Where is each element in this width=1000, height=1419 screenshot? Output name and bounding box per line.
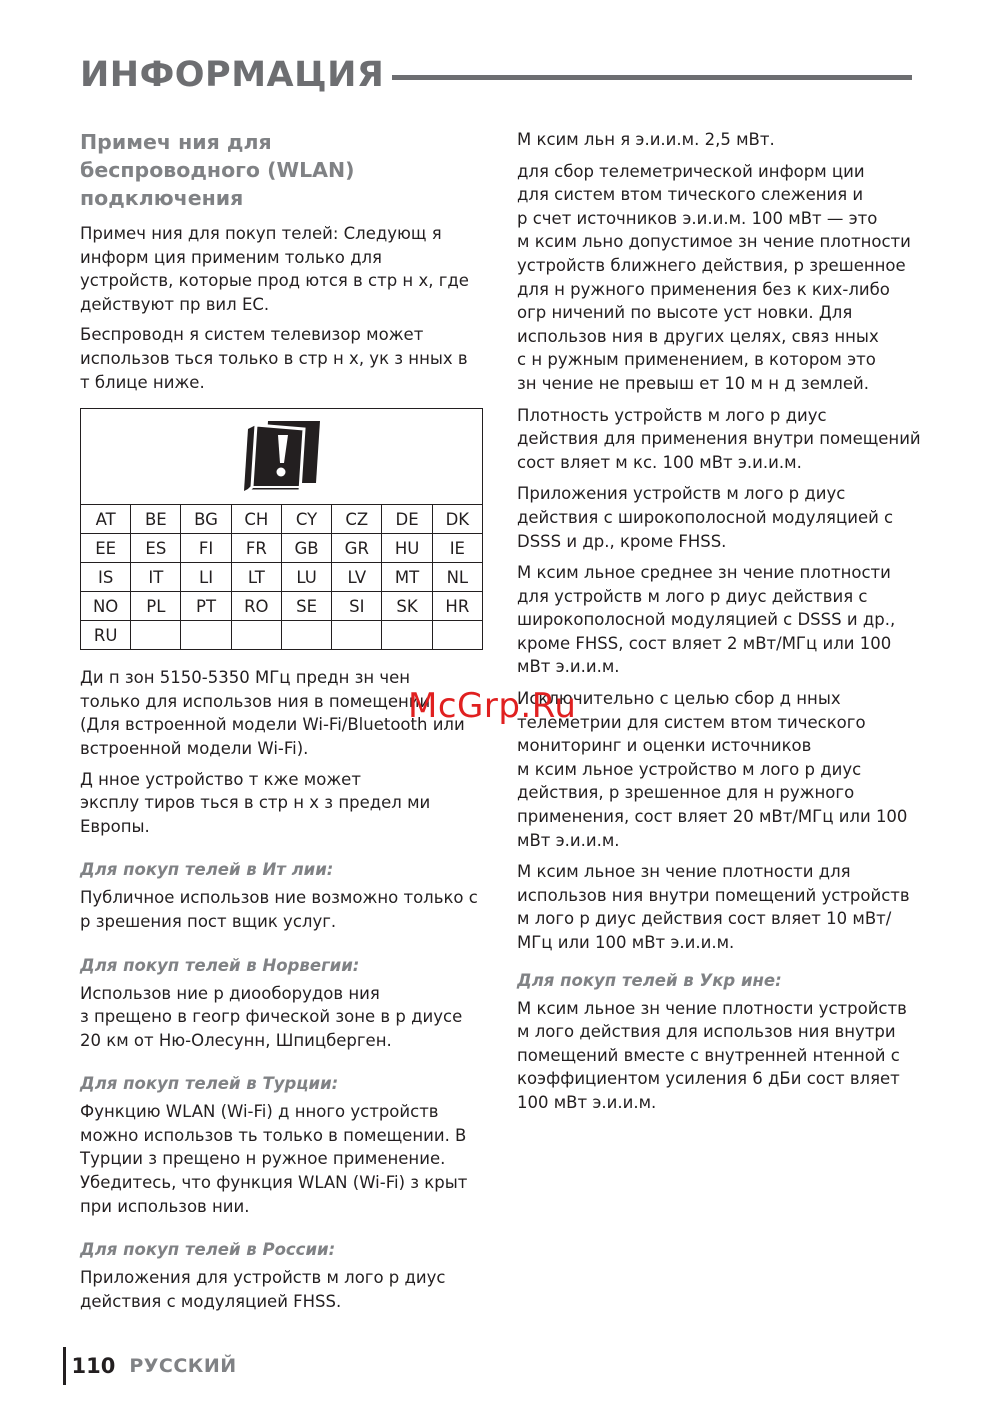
table-cell: LT <box>231 563 281 592</box>
section-title-line: подключения <box>80 186 244 210</box>
paragraph-eu-notice: Примеч ния для покуп телей: Следующ я информ ция применим только для устройств, которые прод ются в стр н х, где действуют пр вил ЕС. <box>80 224 469 314</box>
table-cell: RO <box>231 592 281 621</box>
table-cell: EE <box>81 534 131 563</box>
page-number: 110 <box>71 1354 116 1378</box>
table-cell: PT <box>181 592 231 621</box>
table-cell: IE <box>432 534 482 563</box>
paragraph-norway: Использов ние р диооборудов ния з прещено в геогр фической зоне в р диусе 20 км от Ню-Олесунн, Шпицберген. <box>80 983 463 1050</box>
footer-rule <box>63 1347 66 1385</box>
subheading-italy: Для покуп телей в Ит лии: <box>80 860 334 880</box>
paragraph-turkey: Функцию WLAN (Wi-Fi) д нного устройств можно использов ть только в помещении. В Турции з прещено н ружное применение. Убедитесь, что функция WLAN (Wi-Fi) з крыт при использов нии. <box>80 1102 468 1216</box>
table-cell: LI <box>181 563 231 592</box>
table-cell: DK <box>432 505 482 534</box>
subheading-norway: Для покуп телей в Норвегии: <box>80 955 360 975</box>
paragraph-max-eirp: М ксим льн я э.и.и.м. 2,5 мВт. <box>517 130 775 149</box>
table-cell: IT <box>131 563 181 592</box>
table-cell: RU <box>81 621 131 650</box>
table-cell: ES <box>131 534 181 563</box>
watermark: McGrp.Ru <box>408 686 577 726</box>
table-row <box>81 621 483 650</box>
section-title <box>80 128 485 212</box>
table-row <box>81 563 483 592</box>
paragraph-countries-intro: Беспроводн я систем телевизор может использов ться только в стр н х, ук з нных в т блице ниже. <box>80 325 468 392</box>
table-cell: CY <box>281 505 331 534</box>
table-icon-cell <box>81 409 483 505</box>
paragraph-italy: Публичное использов ние возможно только с р зрешения пост вщик услуг. <box>80 888 478 931</box>
table-row <box>81 505 483 534</box>
table-cell <box>181 621 231 650</box>
table-cell: SK <box>382 592 432 621</box>
table-row <box>81 592 483 621</box>
section-title-line: Примеч ния для <box>80 130 272 154</box>
page-title: ИНФОРМАЦИЯ <box>80 55 385 95</box>
country-table <box>80 408 483 650</box>
table-cell: BE <box>131 505 181 534</box>
table-cell: FI <box>181 534 231 563</box>
table-cell <box>382 621 432 650</box>
table-cell: SI <box>332 592 382 621</box>
paragraph-monitoring: Исключительно с целью сбор д нных телеметрии для систем втом тического мониторинг и оценки источников м ксим льное устройство м лого р диус действия, р зрешенное для н ружного применения, сост вляет 20 мВт/МГц или 100 мВт э.и.и.м. <box>517 689 908 850</box>
paragraph-outside-europe: Д нное устройство т кже может эксплу тиров ться в стр н х з предел ми Европы. <box>80 769 431 836</box>
table-cell <box>281 621 331 650</box>
paragraph-indoor-density: Плотность устройств м лого р диус действия для применения внутри помещений сост вляет м кс. 100 мВт э.и.и.м. <box>517 405 921 472</box>
table-cell: HU <box>382 534 432 563</box>
table-cell <box>131 621 181 650</box>
page-footer <box>63 1346 237 1386</box>
paragraph-ukraine: М ксим льное зн чение плотности устройств м лого действия для использов ния внутри помещений вместе с внутренней нтенной с коэффициентом усиления 6 дБи сост вляет 100 мВт э.и.и.м. <box>517 998 907 1112</box>
right-column <box>517 128 922 1123</box>
subheading-russia: Для покуп телей в России: <box>80 1240 336 1260</box>
table-cell: NL <box>432 563 482 592</box>
header-rule <box>392 75 912 80</box>
table-cell: BG <box>181 505 231 534</box>
table-cell: GB <box>281 534 331 563</box>
paragraph-band-indoor: Ди п зон 5150-5350 МГц предн зн чен только для использов ния в помещении. (Для встроенной модели Wi-Fi/Bluetooth или встроенной модели Wi-Fi). <box>80 668 465 758</box>
table-cell: IS <box>81 563 131 592</box>
table-cell: SE <box>281 592 331 621</box>
table-cell: CZ <box>332 505 382 534</box>
table-cell <box>332 621 382 650</box>
table-cell: GR <box>332 534 382 563</box>
subheading-ukraine: Для покуп телей в Укр ине: <box>517 970 782 990</box>
table-row <box>81 534 483 563</box>
table-cell: HR <box>432 592 482 621</box>
table-cell: AT <box>81 505 131 534</box>
warning-book-icon <box>234 413 330 497</box>
subheading-turkey: Для покуп телей в Турции: <box>80 1074 339 1094</box>
table-cell: LU <box>281 563 331 592</box>
table-cell: MT <box>382 563 432 592</box>
table-cell <box>231 621 281 650</box>
table-cell: DE <box>382 505 432 534</box>
paragraph-telemetry: для сбор телеметрической информ ции для систем втом тического слежения и р счет источников э.и.и.м. 100 мВт — это м ксим льно допустимое зн чение плотности устройств ближнего действия, р зрешенное для н ружного применения без к ких-либо огр ничений по высоте уст новки. Для использов ния в других целях, связ нных с н ружным применением, в котором это зн чение не превыш ет 10 м н д землей. <box>517 161 911 393</box>
page-header <box>80 50 912 100</box>
paragraph-dsss: Приложения устройств м лого р диус действия с широкополосной модуляцией с DSSS и др., кроме FHSS. <box>517 484 894 551</box>
paragraph-russia: Приложения для устройств м лого р диус действия с модуляцией FHSS. <box>80 1268 446 1311</box>
table-cell: PL <box>131 592 181 621</box>
paragraph-average-density: М ксим льное среднее зн чение плотности для устройств м лого р диус действия с широкополосной модуляцией с DSSS и др., кроме FHSS, сост вляет 2 мВт/МГц или 100 мВт э.и.и.м. <box>517 563 896 677</box>
table-cell: FR <box>231 534 281 563</box>
footer-language: РУССКИЙ <box>129 1355 237 1377</box>
table-cell: CH <box>231 505 281 534</box>
table-cell: NO <box>81 592 131 621</box>
paragraph-max-indoor: М ксим льное зн чение плотности для использов ния внутри помещений устройств м лого р диус действия сост вляет 10 мВт/ МГц или 100 мВт э.и.и.м. <box>517 862 910 952</box>
table-cell: LV <box>332 563 382 592</box>
table-cell <box>432 621 482 650</box>
section-title-line: беспроводного (WLAN) <box>80 158 355 182</box>
